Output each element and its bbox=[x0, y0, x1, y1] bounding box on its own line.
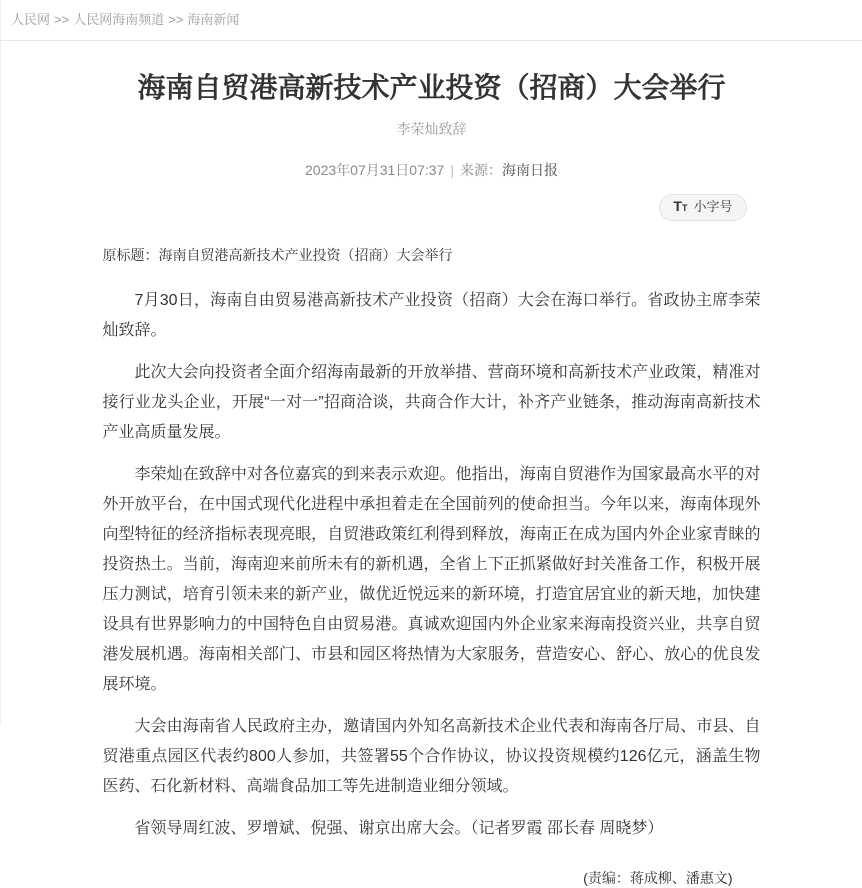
article-subtitle: 李荣灿致辞 bbox=[396, 121, 467, 137]
article-paragraph: 大会由海南省人民政府主办，邀请国内外知名高新技术企业代表和海南各厅局、市县、自贸港重点园区代表约800人参加，共签署55个合作协议，协议投资规模约126亿元，涵盖生物医药、石化新材料、高端食品加工等先进制造业细分领域。 bbox=[102, 718, 761, 795]
meta-separator: | bbox=[450, 162, 454, 178]
editors-credit: (责编：蒋成柳、潘惠文) bbox=[583, 870, 733, 886]
breadcrumb-separator: >> bbox=[54, 12, 70, 27]
article-paragraph: 省领导周红波、罗增斌、倪强、谢京出席大会。（记者罗霞 邵长春 周晓梦） bbox=[134, 820, 664, 837]
breadcrumb-link-hainan-channel[interactable]: 人民网海南频道 bbox=[73, 12, 165, 27]
publish-time: 2023年07月31日07:37 bbox=[305, 162, 445, 178]
article-body bbox=[103, 240, 761, 844]
original-title: 原标题：海南自贸港高新技术产业投资（招商）大会举行 bbox=[102, 247, 453, 263]
article-container bbox=[103, 71, 761, 888]
breadcrumb-separator: >> bbox=[168, 12, 184, 27]
article-paragraph: 李荣灿在致辞中对各位嘉宾的到来表示欢迎。他指出，海南自贸港作为国家最高水平的对外开放平台，在中国式现代化进程中承担着走在全国前列的使命担当。今年以来，海南体现外向型特征的经济指标表现亮眼，自贸港政策红利得到释放，海南正在成为国内外企业家青睐的投资热土。当前，海南迎来前所未有的新机遇，全省上下正抓紧做好封关准备工作，积极开展压力测试，培育引领未来的新产业，做优近悦远来的新环境，打造宜居宜业的新天地，加快建设具有世界影响力的中国特色自由贸易港。真诚欢迎国内外企业家来海南投资兴业，共享自贸港发展机遇。海南相关部门、市县和园区将热情为大家服务，营造安心、舒心、放心的优良发展环境。 bbox=[102, 466, 761, 693]
source-label: 来源： bbox=[459, 162, 502, 178]
source-name: 海南日报 bbox=[501, 162, 558, 178]
font-size-icon: TT bbox=[673, 198, 688, 214]
breadcrumb bbox=[1, 0, 862, 41]
article-meta bbox=[103, 160, 761, 180]
article-toolbar bbox=[103, 194, 761, 220]
font-size-button[interactable] bbox=[659, 194, 746, 221]
font-size-label: 小字号 bbox=[693, 199, 733, 214]
page-title: 海南自贸港高新技术产业投资（招商）大会举行 bbox=[137, 72, 726, 103]
article-paragraph: 此次大会向投资者全面介绍海南最新的开放举措、营商环境和高新技术产业政策，精准对接行业龙头企业，开展“一对一”招商洽谈，共商合作大计，补齐产业链条，推动海南高新技术产业高质量发展。 bbox=[102, 364, 761, 441]
breadcrumb-link-hainan-news[interactable]: 海南新闻 bbox=[187, 12, 240, 27]
breadcrumb-link-peoples-daily[interactable]: 人民网 bbox=[11, 12, 51, 27]
article-paragraph: 7月30日，海南自由贸易港高新技术产业投资（招商）大会在海口举行。省政协主席李荣灿致辞。 bbox=[102, 292, 761, 339]
